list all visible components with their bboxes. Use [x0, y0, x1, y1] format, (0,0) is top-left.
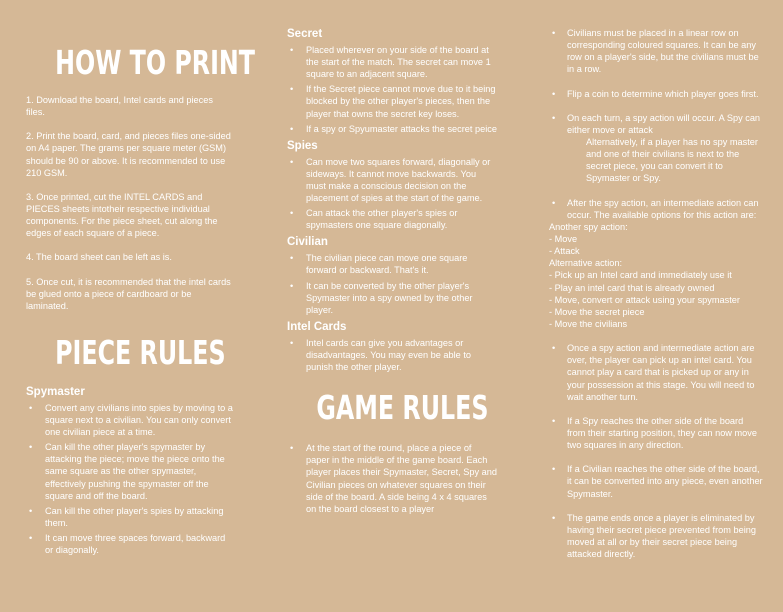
civilian-rules: [287, 252, 497, 316]
game-rules-list-c: [549, 342, 764, 560]
print-steps: [26, 94, 234, 312]
intermediate-action-options: [549, 221, 764, 330]
spymaster-heading: Spymaster: [26, 385, 85, 398]
print-step-3: 3. Once printed, cut the INTEL CARDS and PIECES sheets intotheir respective individual components. For the piece sheet, cut along the edges of each square of a piece.: [26, 191, 218, 239]
column-left: [26, 0, 256, 559]
option-line: Alternative action:: [549, 258, 623, 269]
option-line: - Move, convert or attack using your spymaster: [549, 294, 740, 305]
list-item: • On each turn, a spy action will occur. A Spy can either move or attack: [549, 112, 764, 136]
list-item: • After the spy action, an intermediate action can occur. The available options for this action are:: [549, 197, 764, 221]
list-item: • If the Secret piece cannot move due to it being blocked by the other player's pieces, then the player that owns the secret key loses.: [287, 83, 497, 119]
list-item: • If a spy or Spyumaster attacks the secret peice: [287, 123, 497, 135]
list-item: • It can be converted by the other player's Spymaster into a spy owned by the other player.: [287, 280, 497, 316]
print-step-5: 5. Once cut, it is recommended that the intel cards be glued onto a piece of cardboard or be laminated.: [26, 276, 231, 311]
civilian-heading: Civilian: [287, 236, 328, 249]
list-item: • If a Civilian reaches the other side of the board, it can be converted into any piece, even another Spymaster.: [549, 463, 764, 499]
list-item: • It can move three spaces forward, backward or diagonally.: [26, 532, 234, 556]
list-item: • Intel cards can give you advantages or disadvantages. You may even be able to punish the other player.: [287, 337, 497, 373]
option-line: Another spy action:: [549, 221, 628, 232]
list-item: • At the start of the round, place a piece of paper in the middle of the game board. Each player places their Spymaster, Secret, Spy and Civilian pieces on whatever squares on their side of the board. A side being 4 x 4 squares on the board closest to a player: [287, 442, 497, 515]
spy-action-alternative: Alternatively, if a player has no spy master and one of their civilians is next to the secret piece, you can convert it to Spymaster or Spy.: [586, 136, 758, 184]
option-line: - Attack: [549, 246, 580, 257]
list-item: • Placed wherever on your side of the board at the start of the match. The secret can move 1 square to an adjacent square.: [287, 44, 497, 80]
piece-rules-title: PIECE RULES: [55, 332, 226, 372]
column-right: [549, 0, 764, 572]
column-middle: [287, 0, 497, 518]
secret-heading: Secret: [287, 28, 323, 40]
option-line: - Play an intel card that is already owned: [549, 282, 715, 293]
game-rules-start: [287, 442, 497, 515]
list-item: • Once a spy action and intermediate action are over, the player can pick up an intel card. You cannot play a card that is picked up or any in your possession at this stage. You will need to wait another turn.: [549, 342, 764, 403]
how-to-print-title: HOW TO PRINT: [55, 43, 256, 82]
print-step-2: 2. Print the board, card, and pieces files one-sided on A4 paper. The grams per square meter (GSM) should be 90 or above. It is recommended to use 210 GSM.: [26, 131, 231, 178]
option-line: - Move: [549, 233, 578, 244]
list-item: • Can attack the other player's spies or spymasters one square diagonally.: [287, 207, 497, 231]
option-line: - Move the civilians: [549, 318, 628, 329]
list-item: • Can move two squares forward, diagonally or sideways. It cannot move backwards. You must make a conscious decision on the placement of spies at the start of the game.: [287, 156, 497, 205]
list-item: • Flip a coin to determine which player goes first.: [549, 88, 764, 100]
list-item: • Civilians must be placed in a linear row on corresponding coloured squares. It can be any row on a player's side, but the civilians must be in a row.: [549, 27, 764, 76]
list-item: • Can kill the other player's spymaster by attacking the piece; move the piece onto the same square as the other spymaster, effectively pushing the spymaster off the square and off the board.: [26, 441, 234, 502]
intel-cards-heading: Intel Cards: [287, 320, 347, 333]
list-item: • Can kill the other player's spies by attacking them.: [26, 505, 234, 529]
game-rules-list-b: [549, 197, 764, 221]
list-item: • If a Spy reaches the other side of the board from their starting position, they can now move two squares in any direction.: [549, 415, 764, 451]
print-step-1: 1. Download the board, Intel cards and pieces files.: [26, 95, 213, 118]
secret-rules: [287, 44, 497, 135]
option-line: - Pick up an Intel card and immediately use it: [549, 270, 732, 281]
print-step-4: 4. The board sheet can be left as is.: [26, 252, 172, 263]
spies-heading: Spies: [287, 139, 318, 152]
list-item: • The civilian piece can move one square forward or backward. That's it.: [287, 252, 497, 276]
spymaster-rules: [26, 402, 234, 557]
game-rules-title: GAME RULES: [316, 388, 489, 428]
intel-cards-rules: [287, 337, 497, 373]
game-rules-list-a: [549, 27, 764, 136]
option-line: - Move the secret piece: [549, 306, 645, 317]
spies-rules: [287, 156, 497, 232]
list-item: • Convert any civilians into spies by moving to a square next to a civilian. You can only convert one civilian piece at a time.: [26, 402, 234, 438]
list-item: • The game ends once a player is eliminated by having their secret piece prevented from being moved at all or by their secret piece being attacked directly.: [549, 512, 764, 561]
